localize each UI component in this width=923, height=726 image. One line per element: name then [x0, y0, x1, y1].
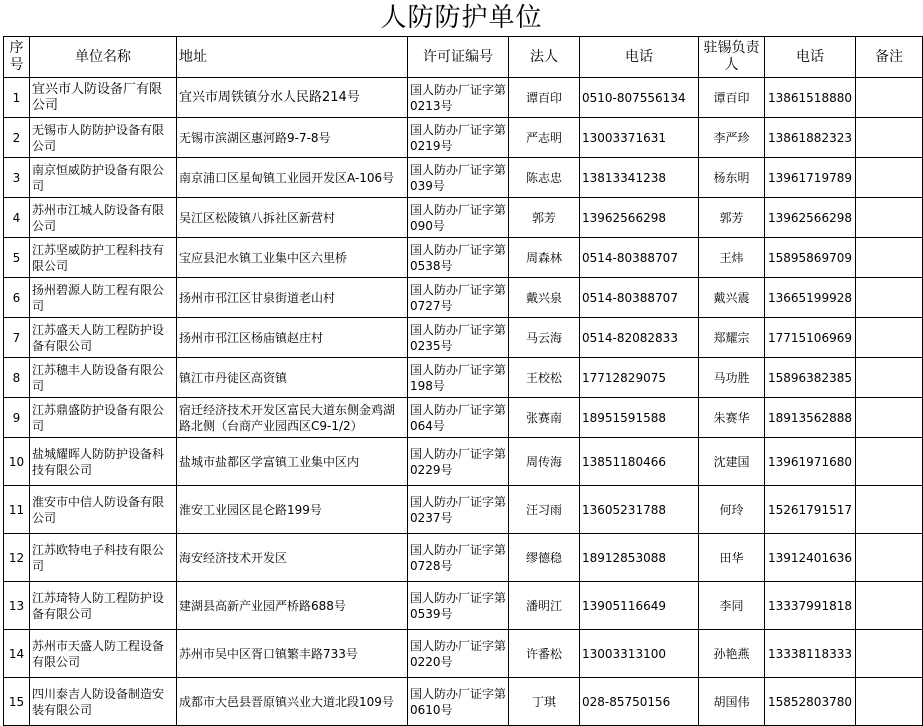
cell-manager-phone: 13912401636	[765, 534, 856, 582]
cell-seq: 7	[4, 318, 30, 358]
table-row	[4, 78, 923, 118]
cell-local-manager: 杨东明	[699, 158, 765, 198]
header-phone: 电话	[580, 37, 699, 78]
table-body	[4, 78, 923, 726]
cell-manager-phone: 13961719789	[765, 158, 856, 198]
table-row	[4, 118, 923, 158]
cell-manager-phone: 13861882323	[765, 118, 856, 158]
cell-unit-name: 江苏盛天人防工程防护设备有限公司	[30, 318, 177, 358]
cell-seq: 5	[4, 238, 30, 278]
cell-legal-person: 张赛南	[509, 398, 580, 438]
cell-legal-person: 潘明江	[509, 582, 580, 630]
cell-license: 国人防办厂证字第0538号	[408, 238, 509, 278]
cell-note	[856, 486, 923, 534]
cell-unit-name: 江苏鼎盛防护设备有限公司	[30, 398, 177, 438]
cell-unit-name: 江苏坚威防护工程科技有限公司	[30, 238, 177, 278]
cell-unit-name: 无锡市人防防护设备有限公司	[30, 118, 177, 158]
cell-phone: 13905116649	[580, 582, 699, 630]
table-row	[4, 398, 923, 438]
cell-seq: 1	[4, 78, 30, 118]
cell-manager-phone: 13962566298	[765, 198, 856, 238]
table-row	[4, 678, 923, 726]
header-phone2: 电话	[765, 37, 856, 78]
cell-address: 无锡市滨湖区惠河路9-7-8号	[177, 118, 408, 158]
cell-seq: 4	[4, 198, 30, 238]
cell-license: 国人防办厂证字第0229号	[408, 438, 509, 486]
cell-phone: 17712829075	[580, 358, 699, 398]
units-table	[3, 36, 923, 726]
cell-phone: 0510-807556134	[580, 78, 699, 118]
cell-license: 国人防办厂证字第090号	[408, 198, 509, 238]
cell-seq: 6	[4, 278, 30, 318]
header-seq: 序号	[4, 37, 30, 78]
cell-local-manager: 谭百印	[699, 78, 765, 118]
cell-manager-phone: 18913562888	[765, 398, 856, 438]
cell-local-manager: 朱赛华	[699, 398, 765, 438]
cell-address: 南京浦口区星甸镇工业园开发区A-106号	[177, 158, 408, 198]
cell-address: 宝应县汜水镇工业集中区六里桥	[177, 238, 408, 278]
cell-note	[856, 78, 923, 118]
cell-phone: 13605231788	[580, 486, 699, 534]
cell-legal-person: 缪德稳	[509, 534, 580, 582]
cell-unit-name: 苏州市天盛人防工程设备有限公司	[30, 630, 177, 678]
cell-manager-phone: 13665199928	[765, 278, 856, 318]
cell-seq: 15	[4, 678, 30, 726]
cell-note	[856, 238, 923, 278]
cell-legal-person: 谭百印	[509, 78, 580, 118]
cell-unit-name: 南京恒威防护设备有限公司	[30, 158, 177, 198]
table-row	[4, 582, 923, 630]
table-row	[4, 486, 923, 534]
cell-manager-phone: 13338118333	[765, 630, 856, 678]
cell-unit-name: 江苏琦特人防工程防护设备有限公司	[30, 582, 177, 630]
cell-license: 国人防办厂证字第0237号	[408, 486, 509, 534]
cell-license: 国人防办厂证字第0610号	[408, 678, 509, 726]
cell-license: 国人防办厂证字第0727号	[408, 278, 509, 318]
cell-unit-name: 苏州市江城人防设备有限公司	[30, 198, 177, 238]
cell-note	[856, 158, 923, 198]
cell-legal-person: 汪习雨	[509, 486, 580, 534]
table-row	[4, 318, 923, 358]
cell-legal-person: 丁琪	[509, 678, 580, 726]
cell-unit-name: 盐城耀晖人防防护设备科技有限公司	[30, 438, 177, 486]
header-name: 单位名称	[30, 37, 177, 78]
cell-manager-phone: 17715106969	[765, 318, 856, 358]
cell-note	[856, 118, 923, 158]
cell-license: 国人防办厂证字第0728号	[408, 534, 509, 582]
cell-manager-phone: 15896382385	[765, 358, 856, 398]
cell-address: 建湖县高新产业园严桥路688号	[177, 582, 408, 630]
cell-manager-phone: 15261791517	[765, 486, 856, 534]
cell-note	[856, 678, 923, 726]
cell-local-manager: 戴兴震	[699, 278, 765, 318]
cell-address: 盐城市盐都区学富镇工业集中区内	[177, 438, 408, 486]
cell-legal-person: 马云海	[509, 318, 580, 358]
cell-note	[856, 630, 923, 678]
cell-phone: 13851180466	[580, 438, 699, 486]
cell-license: 国人防办厂证字第064号	[408, 398, 509, 438]
cell-manager-phone: 15895869709	[765, 238, 856, 278]
cell-local-manager: 田华	[699, 534, 765, 582]
cell-phone: 0514-80388707	[580, 278, 699, 318]
table-row	[4, 630, 923, 678]
cell-address: 海安经济技术开发区	[177, 534, 408, 582]
cell-manager-phone: 15852803780	[765, 678, 856, 726]
cell-unit-name: 淮安市中信人防设备有限公司	[30, 486, 177, 534]
cell-local-manager: 孙艳燕	[699, 630, 765, 678]
cell-local-manager: 沈建国	[699, 438, 765, 486]
cell-manager-phone: 13861518880	[765, 78, 856, 118]
cell-phone: 028-85750156	[580, 678, 699, 726]
header-legal: 法人	[509, 37, 580, 78]
table-row	[4, 358, 923, 398]
cell-phone: 13003313100	[580, 630, 699, 678]
cell-local-manager: 胡国伟	[699, 678, 765, 726]
cell-address: 成都市大邑县晋原镇兴业大道北段109号	[177, 678, 408, 726]
cell-legal-person: 陈志忠	[509, 158, 580, 198]
cell-unit-name: 四川泰吉人防设备制造安装有限公司	[30, 678, 177, 726]
cell-address: 宜兴市周铁镇分水人民路214号	[177, 78, 408, 118]
cell-local-manager: 马功胜	[699, 358, 765, 398]
cell-seq: 12	[4, 534, 30, 582]
cell-seq: 11	[4, 486, 30, 534]
cell-note	[856, 318, 923, 358]
cell-legal-person: 郭芳	[509, 198, 580, 238]
cell-local-manager: 郭芳	[699, 198, 765, 238]
table-row	[4, 438, 923, 486]
cell-legal-person: 周森林	[509, 238, 580, 278]
cell-address: 扬州市邗江区杨庙镇赵庄村	[177, 318, 408, 358]
table-row	[4, 238, 923, 278]
cell-license: 国人防办厂证字第0213号	[408, 78, 509, 118]
table-row	[4, 198, 923, 238]
cell-local-manager: 李同	[699, 582, 765, 630]
header-local-manager: 驻锡负责人	[699, 37, 765, 78]
cell-seq: 8	[4, 358, 30, 398]
cell-unit-name: 宜兴市人防设备厂有限公司	[30, 78, 177, 118]
cell-legal-person: 戴兴泉	[509, 278, 580, 318]
cell-manager-phone: 13337991818	[765, 582, 856, 630]
cell-note	[856, 278, 923, 318]
table-row	[4, 278, 923, 318]
cell-local-manager: 王炜	[699, 238, 765, 278]
cell-phone: 13962566298	[580, 198, 699, 238]
cell-address: 宿迁经济技术开发区富民大道东侧金鸡湖路北侧（台商产业园西区C9-1/2）	[177, 398, 408, 438]
cell-note	[856, 438, 923, 486]
cell-license: 国人防办厂证字第0235号	[408, 318, 509, 358]
cell-license: 国人防办厂证字第039号	[408, 158, 509, 198]
cell-address: 苏州市吴中区胥口镇繁丰路733号	[177, 630, 408, 678]
cell-phone: 13813341238	[580, 158, 699, 198]
cell-address: 吴江区松陵镇八拆社区新营村	[177, 198, 408, 238]
cell-phone: 18912853088	[580, 534, 699, 582]
cell-phone: 0514-80388707	[580, 238, 699, 278]
table-row	[4, 158, 923, 198]
cell-unit-name: 扬州碧源人防工程有限公司	[30, 278, 177, 318]
cell-note	[856, 198, 923, 238]
cell-license: 国人防办厂证字第198号	[408, 358, 509, 398]
cell-seq: 10	[4, 438, 30, 486]
header-address: 地址	[177, 37, 408, 78]
cell-phone: 13003371631	[580, 118, 699, 158]
cell-seq: 3	[4, 158, 30, 198]
cell-license: 国人防办厂证字第0219号	[408, 118, 509, 158]
cell-manager-phone: 13961971680	[765, 438, 856, 486]
cell-note	[856, 358, 923, 398]
cell-local-manager: 郑耀宗	[699, 318, 765, 358]
cell-note	[856, 398, 923, 438]
cell-address: 镇江市丹徒区高资镇	[177, 358, 408, 398]
header-license: 许可证编号	[408, 37, 509, 78]
cell-seq: 13	[4, 582, 30, 630]
cell-local-manager: 李严珍	[699, 118, 765, 158]
cell-phone: 0514-82082833	[580, 318, 699, 358]
sheet-title: 人防防护单位	[380, 3, 543, 33]
cell-legal-person: 许番松	[509, 630, 580, 678]
cell-address: 淮安工业园区昆仑路199号	[177, 486, 408, 534]
cell-local-manager: 何玲	[699, 486, 765, 534]
cell-legal-person: 王校松	[509, 358, 580, 398]
cell-address: 扬州市邗江区甘泉街道老山村	[177, 278, 408, 318]
cell-phone: 18951591588	[580, 398, 699, 438]
cell-license: 国人防办厂证字第0220号	[408, 630, 509, 678]
cell-legal-person: 严志明	[509, 118, 580, 158]
cell-seq: 9	[4, 398, 30, 438]
cell-license: 国人防办厂证字第0539号	[408, 582, 509, 630]
cell-note	[856, 582, 923, 630]
header-note: 备注	[856, 37, 923, 78]
cell-note	[856, 534, 923, 582]
cell-unit-name: 江苏穗丰人防设备有限公司	[30, 358, 177, 398]
header-row	[4, 37, 923, 78]
cell-legal-person: 周传海	[509, 438, 580, 486]
cell-seq: 14	[4, 630, 30, 678]
cell-unit-name: 江苏欧特电子科技有限公司	[30, 534, 177, 582]
cell-seq: 2	[4, 118, 30, 158]
table-row	[4, 534, 923, 582]
